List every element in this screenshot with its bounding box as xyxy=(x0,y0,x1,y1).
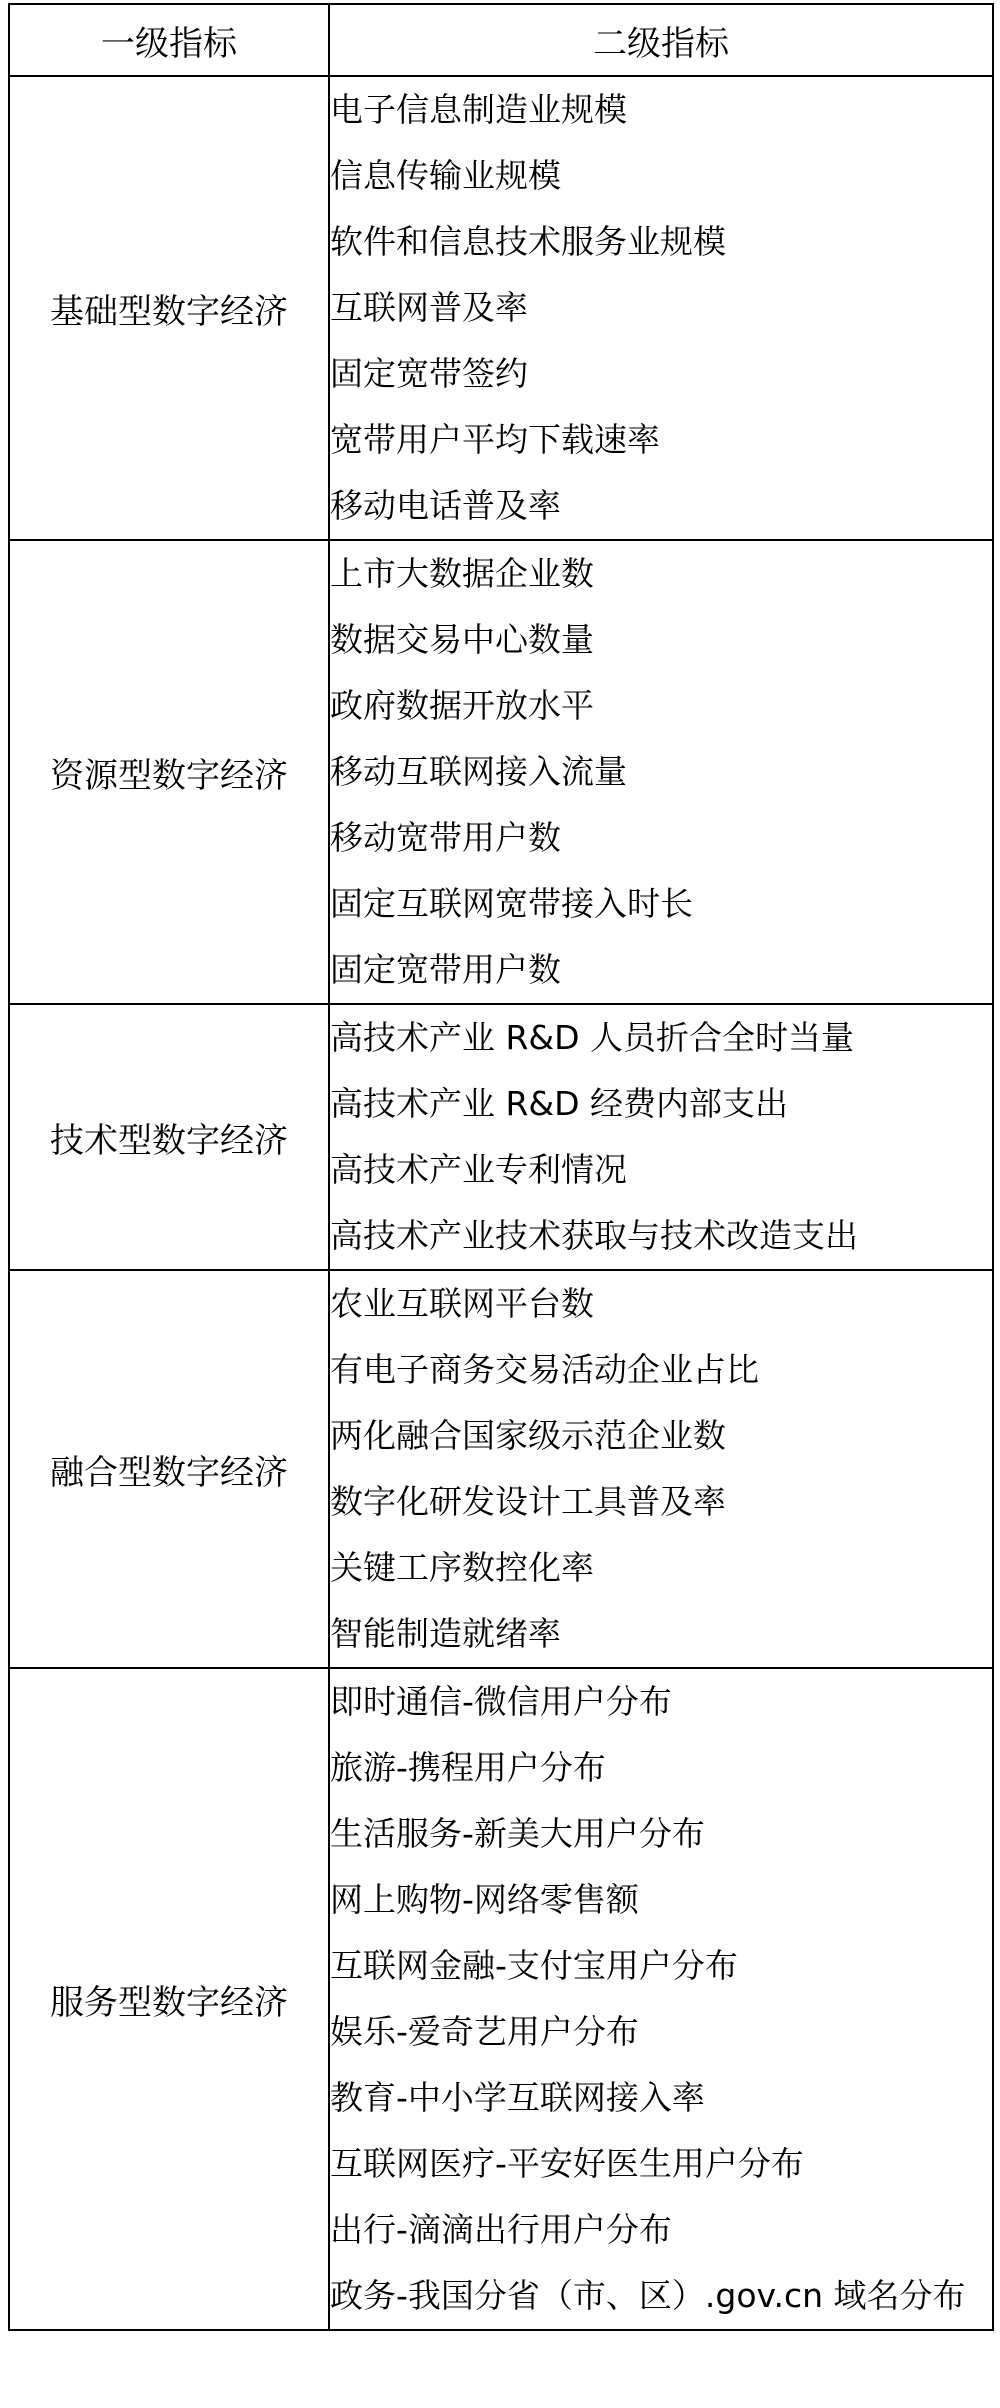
list-item: 高技术产业 R&D 人员折合全时当量 xyxy=(330,1018,855,1057)
list-item: 移动宽带用户数 xyxy=(330,818,561,857)
table-row xyxy=(9,76,993,540)
list-item: 政府数据开放水平 xyxy=(330,686,594,725)
list-item: 有电子商务交易活动企业占比 xyxy=(330,1350,759,1389)
table-row xyxy=(9,1270,993,1668)
category-basic: 基础型数字经济 xyxy=(9,76,329,540)
list-item: 高技术产业技术获取与技术改造支出 xyxy=(330,1216,858,1255)
list-item: 旅游-携程用户分布 xyxy=(330,1748,606,1787)
list-item: 高技术产业 R&D 经费内部支出 xyxy=(330,1084,789,1123)
table-row xyxy=(9,1668,993,2330)
list-item: 电子信息制造业规模 xyxy=(330,90,627,129)
list-item: 农业互联网平台数 xyxy=(330,1284,594,1323)
list-item: 数据交易中心数量 xyxy=(330,620,594,659)
list-item: 软件和信息技术服务业规模 xyxy=(330,222,726,261)
list-item: 移动电话普及率 xyxy=(330,486,561,525)
list-item: 智能制造就绪率 xyxy=(330,1614,561,1653)
table-row xyxy=(9,540,993,1004)
list-item: 娱乐-爱奇艺用户分布 xyxy=(330,2012,639,2051)
category-fusion: 融合型数字经济 xyxy=(9,1270,329,1668)
table-row xyxy=(9,1004,993,1270)
subindicator-list xyxy=(329,1668,993,2330)
list-item: 即时通信-微信用户分布 xyxy=(330,1682,672,1721)
subindicator-list xyxy=(329,1004,993,1270)
list-item: 信息传输业规模 xyxy=(330,156,561,195)
list-item: 宽带用户平均下载速率 xyxy=(330,420,660,459)
list-item: 两化融合国家级示范企业数 xyxy=(330,1416,726,1455)
list-item: 教育-中小学互联网接入率 xyxy=(330,2078,705,2117)
header-level2: 二级指标 xyxy=(329,4,993,76)
header-level1: 一级指标 xyxy=(9,4,329,76)
category-technology: 技术型数字经济 xyxy=(9,1004,329,1270)
subindicator-list xyxy=(329,76,993,540)
header-row xyxy=(9,4,993,76)
subindicator-list xyxy=(329,540,993,1004)
list-item: 固定宽带用户数 xyxy=(330,950,561,989)
list-item: 出行-滴滴出行用户分布 xyxy=(330,2210,672,2249)
list-item: 固定互联网宽带接入时长 xyxy=(330,884,693,923)
list-item: 生活服务-新美大用户分布 xyxy=(330,1814,705,1853)
list-item: 固定宽带签约 xyxy=(330,354,528,393)
list-item: 互联网普及率 xyxy=(330,288,528,327)
list-item: 政务-我国分省（市、区）.gov.cn 域名分布 xyxy=(330,2276,966,2315)
list-item: 高技术产业专利情况 xyxy=(330,1150,627,1189)
list-item: 数字化研发设计工具普及率 xyxy=(330,1482,726,1521)
subindicator-list xyxy=(329,1270,993,1668)
list-item: 网上购物-网络零售额 xyxy=(330,1880,639,1919)
indicator-table xyxy=(8,3,994,2331)
list-item: 移动互联网接入流量 xyxy=(330,752,627,791)
list-item: 互联网金融-支付宝用户分布 xyxy=(330,1946,738,1985)
list-item: 互联网医疗-平安好医生用户分布 xyxy=(330,2144,804,2183)
list-item: 上市大数据企业数 xyxy=(330,554,594,593)
category-service: 服务型数字经济 xyxy=(9,1668,329,2330)
list-item: 关键工序数控化率 xyxy=(330,1548,594,1587)
category-resource: 资源型数字经济 xyxy=(9,540,329,1004)
